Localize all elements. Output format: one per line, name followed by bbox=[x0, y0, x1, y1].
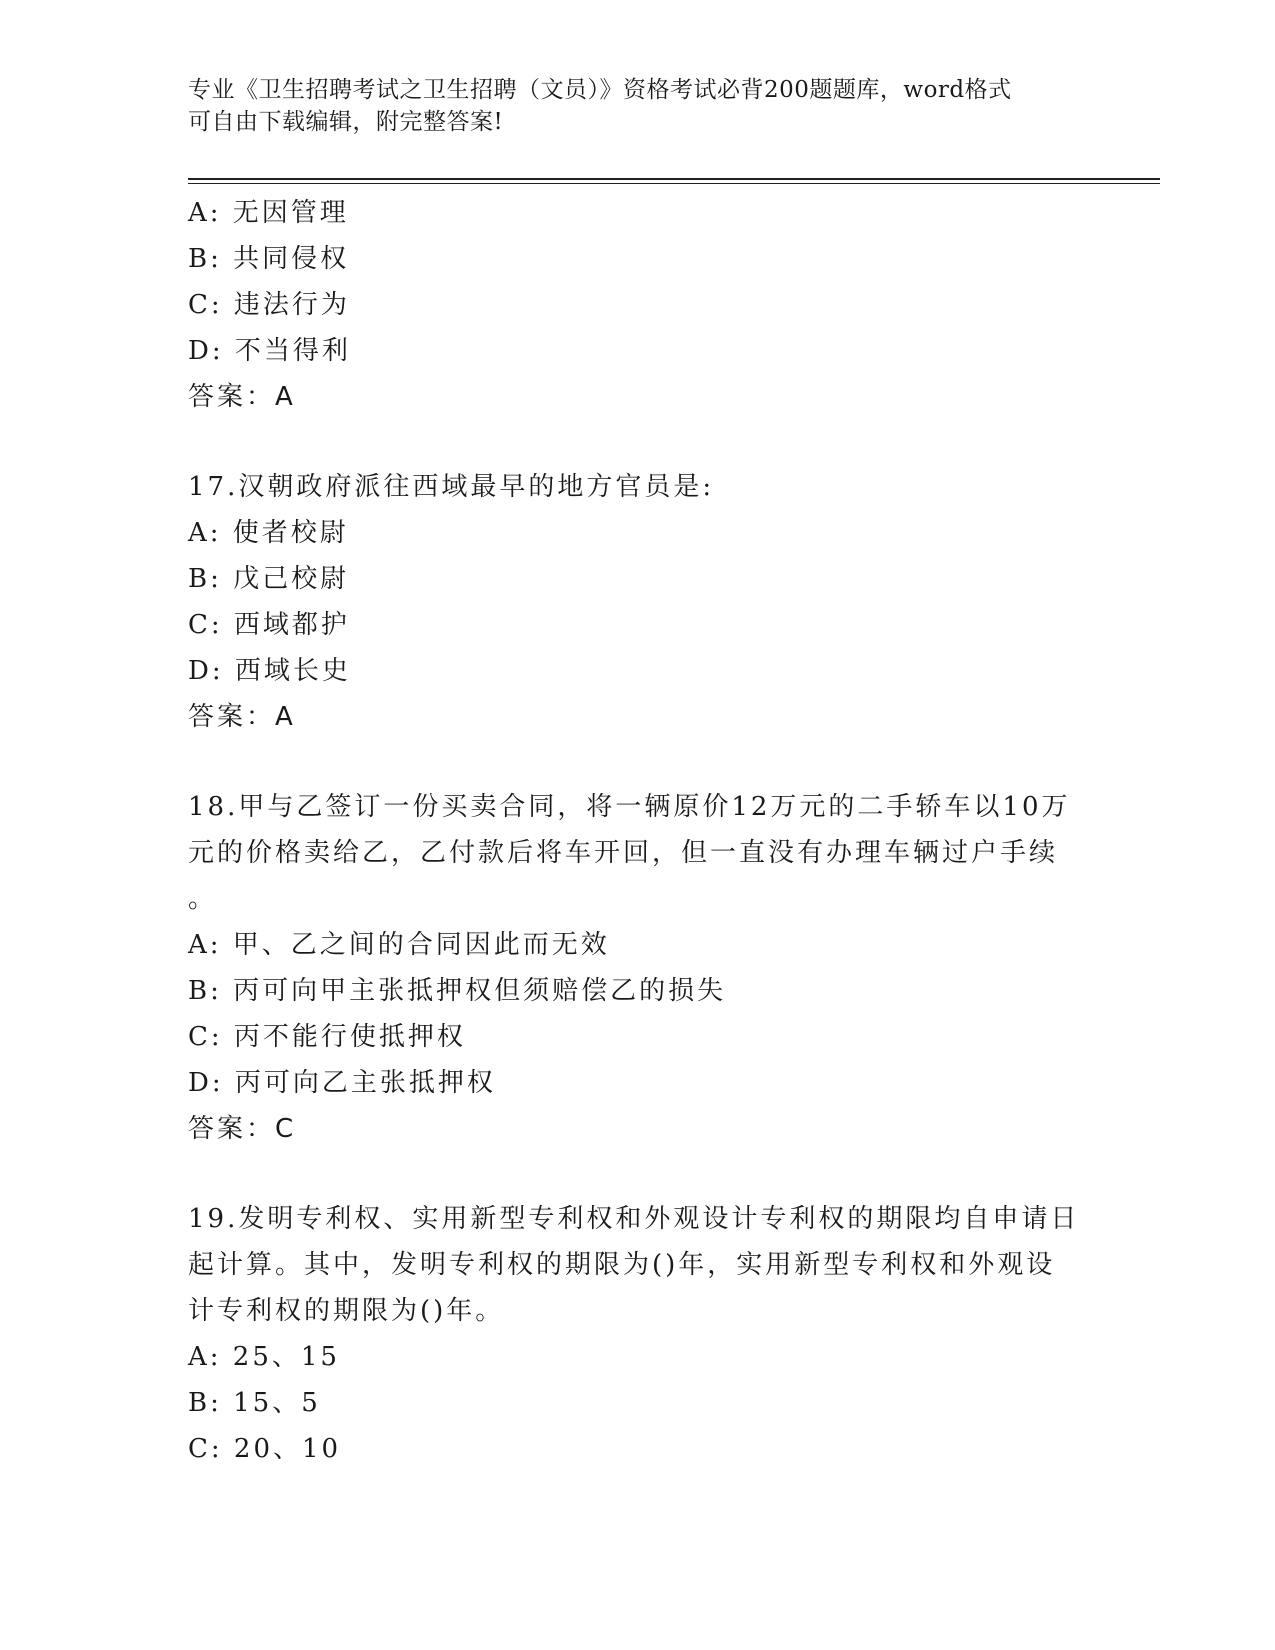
option-d: D: 丙可向乙主张抵押权 bbox=[188, 1068, 496, 1098]
question-text: 起计算。其中，发明专利权的期限为()年，实用新型专利权和外观设 bbox=[188, 1250, 1056, 1280]
header-divider-thick bbox=[188, 178, 1160, 180]
question-17 bbox=[188, 464, 1088, 740]
option-b: B: 丙可向甲主张抵押权但须赔偿乙的损失 bbox=[188, 976, 727, 1006]
header-line-2: 可自由下载编辑，附完整答案! bbox=[188, 109, 504, 135]
option-a: A: 使者校尉 bbox=[188, 518, 349, 548]
question-18 bbox=[188, 784, 1088, 1152]
question-text: 计专利权的期限为()年。 bbox=[188, 1296, 505, 1326]
answer-line: 答案：A bbox=[188, 702, 296, 732]
question-text: 17.汉朝政府派往西域最早的地方官员是: bbox=[188, 472, 715, 502]
option-a: A: 无因管理 bbox=[188, 198, 349, 228]
question-spacer bbox=[188, 740, 1088, 784]
document-header bbox=[188, 74, 1068, 138]
option-c: C: 西域都护 bbox=[188, 610, 350, 640]
option-d: D: 西域长史 bbox=[188, 656, 351, 686]
answer-line: 答案：A bbox=[188, 382, 296, 412]
question-16-continued bbox=[188, 190, 1088, 420]
option-a: A: 甲、乙之间的合同因此而无效 bbox=[188, 930, 610, 960]
question-spacer bbox=[188, 1152, 1088, 1196]
option-b: B: 戊己校尉 bbox=[188, 564, 350, 594]
question-spacer bbox=[188, 420, 1088, 464]
header-line-1: 专业《卫生招聘考试之卫生招聘（文员）》资格考试必背200题题库，word格式 bbox=[188, 77, 1012, 103]
question-19 bbox=[188, 1196, 1088, 1472]
question-text: 18.甲与乙签订一份买卖合同，将一辆原价12万元的二手轿车以10万 bbox=[188, 792, 1071, 822]
header-divider-thin bbox=[188, 183, 1160, 184]
option-a: A: 25、15 bbox=[188, 1342, 340, 1372]
question-text: 元的价格卖给乙，乙付款后将车开回，但一直没有办理车辆过户手续 bbox=[188, 838, 1059, 868]
option-d: D: 不当得利 bbox=[188, 336, 351, 366]
question-list bbox=[188, 190, 1088, 1472]
option-c: C: 丙不能行使抵押权 bbox=[188, 1022, 466, 1052]
option-c: C: 违法行为 bbox=[188, 290, 350, 320]
option-b: B: 共同侵权 bbox=[188, 244, 350, 274]
question-text: 19.发明专利权、实用新型专利权和外观设计专利权的期限均自申请日 bbox=[188, 1204, 1080, 1234]
option-b: B: 15、5 bbox=[188, 1388, 321, 1418]
option-c: C: 20、10 bbox=[188, 1434, 342, 1464]
answer-line: 答案：C bbox=[188, 1114, 297, 1144]
question-text: 。 bbox=[188, 884, 218, 914]
